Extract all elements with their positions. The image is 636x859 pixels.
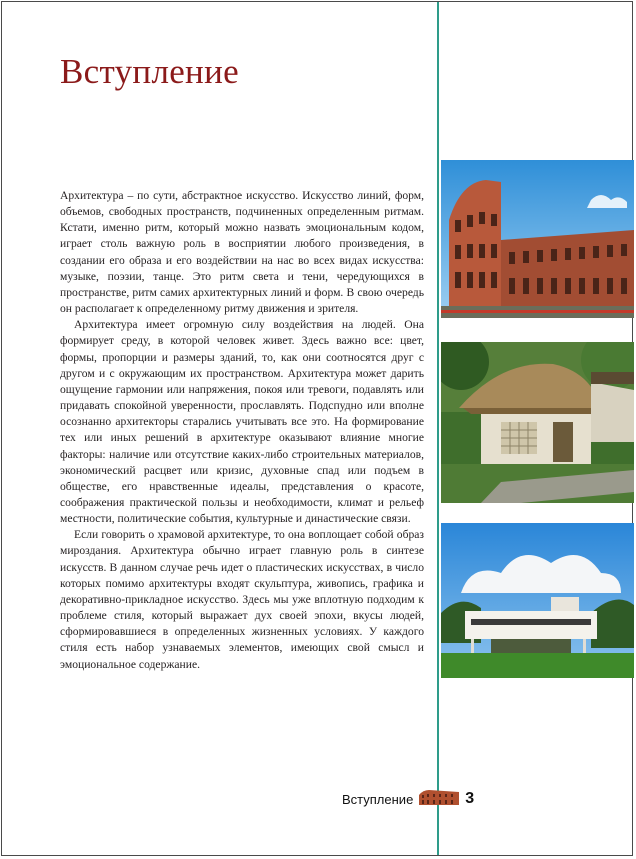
colosseum-icon [419, 789, 459, 810]
colosseum-photo [441, 160, 634, 318]
page-title: Вступление [60, 52, 239, 91]
page-footer [342, 788, 474, 810]
paragraph-3: Если говорить о храмовой архитектуре, то она воплощает собой образ мироздания. Архитектура обычно играет главную роль в синтезе искусств. В данном случае речь идет о пластических искусствах, в число которых помимо архитектуры входят скульптура, живопись, графика и декоративно-прикладное искусство. Здесь мы уже вплотную подходим к проблеме стиля, который выражает дух своей эпохи, вкусы людей, сформировавшиеся в определенных жизненных условиях. У каждого стиля есть набор узнаваемых элементов, имеющих свой смысл и эмоциональное содержание. [60, 528, 424, 671]
thatched-house-photo [441, 342, 634, 503]
paragraph-2: Архитектура имеет огромную силу воздействия на людей. Она формирует среду, в которой человек живет. Здесь важно все: цвет, формы, пропорции и размеры зданий, то, как они соотносятся друг с другом и с окружающим их пространством. Архитектура может дарить ощущение гармонии или напряжения, покоя или тревоги, подавлять или придавать спокойной уверенности, прославлять. Подспудно или вполне осознанно архитекторы старались учитывать все это. На формирование тех или иных решений в архитектуре оказывают влияние многие факторы: наличие или отсутствие каких-либо строительных материалов, экономический расцвет или кризис, духовные спад или подъем в обществе, его нравственные идеалы, представления о красоте, соображения практической пользы и необходимости, климат и рельеф местности, политические события, культурные и династические связи. [60, 318, 424, 526]
page-number: 3 [465, 790, 475, 807]
modernist-villa-photo [441, 523, 634, 678]
vertical-rule [437, 2, 439, 855]
article-body [60, 188, 424, 673]
paragraph-1: Архитектура – по сути, абстрактное искусство. Искусство линий, форм, объемов, свободных пространств, подчиненных определенным ритмам. Кстати, именно ритм, который можно назвать эмоциональным кодом, играет столь важную роль в восприятии любого произведения, в создании его образа и его воздействии на нас во всех видах искусства: музыке, поэзии, танце. Это ритм света и тени, чередующихся в пространстве, ритм самих архитектурных линий и форм. В свою очередь он располагает к определенному ритму движения и зрителя. [60, 189, 424, 316]
footer-section-label: Вступление [342, 791, 414, 807]
